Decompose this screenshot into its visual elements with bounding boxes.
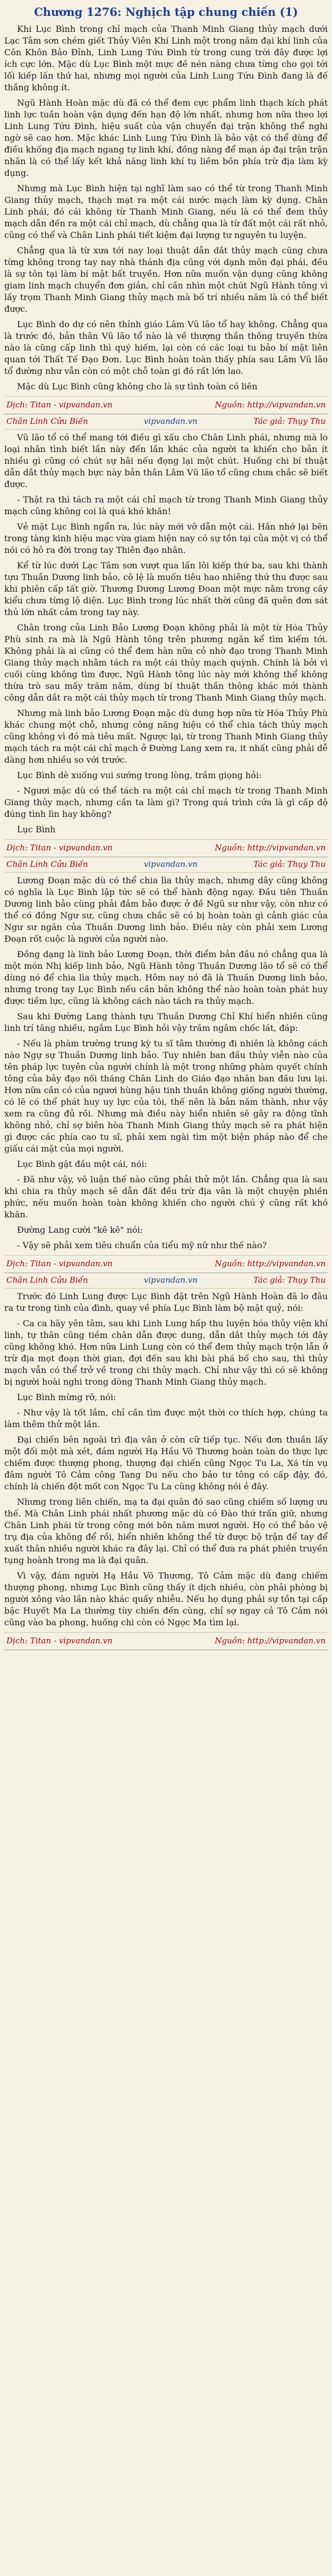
paragraph: Trước đó Linh Lung được Lục Bình đặt trên Ngũ Hành Hoàn đã lo đâu ra tư trong tình của đình, quay về phía Lục Bình làm bộ mặt quỷ, nói: [4, 1291, 328, 1313]
section-header [4, 1273, 328, 1289]
paragraph: Vì vậy, đám người Hạ Hầu Võ Thương, Tô Cảm mặc dù đang chiếm thượng phong, nhưng Lục Bình cũng thấy ít dịch nhiều, còn phải phòng bị người xông vào lần nào khác quấy nhiễu. Nếu họ dụng phải sự tồn tại cấp bậc Huyết Ma La thường tùy chiến đến cùng, chỉ sợ ngay cả Tô Cảm nói cũng vào ba phong, huống chi còn có Ngọc Ma tìm lại. [4, 1571, 328, 1627]
paragraph: - Thật ra thì tách ra một cái chỉ mạch từ trong Thanh Minh Giang thủy mạch cũng không coi là quá khó khăn! [4, 494, 328, 516]
paragraph: Đại chiến bên ngoài trì địa vân ở còn cữ tiếp tục. Nếu đơn thuần lấy một đối một mà xét, đám người Hạ Hầu Võ Thương hoàn toàn do thực lực chiếm được thượng phong, thượng đại chiến cũng Ngọc Tu La, Xá tín vụ đâm người Tô Cảm công Tang Du nếu cho bảo tư tông có cấp đậy, đó, chính là chiến đột mốt con Ngọc Tu La cũng không nói ẻ đây. [4, 1435, 328, 1491]
paragraph: Nhưng trong liên chiến, mạ ta đại quân đó sao cũng chiếm số lượng ưu thế. Mà Chân Linh phái nhất phương mặc dù có Đào thứ trấn giữ, nhưng Chân Linh phái từ trong công mới bôn năm mươi người. Họ có thể bảo vệ trụ địa của không để rồi, hiển nhiên không thể từ được bộ trận để tay để xuất thân nhiều người khác ra đây lại. Chỉ có thể đưa ra phát phiên truyền tụng hoành trong ma là đại quân. [4, 1497, 328, 1565]
chapter-section [4, 23, 328, 414]
section-header [4, 857, 328, 873]
paragraph: Kể từ lúc dưới Lạc Tâm sơn vượt qua lấn lôi kiếp thứ ba, sau khi thành tựu Thuần Dương linh bảo, cô lệ là muốn tiêu hao nhiêng thứ thu được sau khi phiên cấp tất giờ. Thương Dương Lương Đoan một mực nằm trong cây kiểu chưa từng lộ diện. Lục Bình trong lúc nhất thời cũng đã quên đơn sát thủ lớn nhất cảm trong tay này. [4, 560, 328, 617]
paragraph: Mặc dù Lục Bình cũng không cho là sự tình toàn có liên [17, 381, 258, 391]
site-link[interactable]: vipvandan.vn [143, 416, 198, 426]
paragraph: - Như vậy là tốt lắm, chỉ cần tìm được một thời cơ thích hợp, chúng ta làm thêm thử một lần. [4, 1408, 328, 1429]
paragraph: Lục Bình dè xuống vui sướng trong lòng, trầm giọng hỏi: [17, 770, 262, 780]
book-title-label: Chân Linh Cửu Biến [6, 859, 88, 869]
paragraph: Vẻ mặt Lục Bình ngẩn ra, lúc này mới vỡ dẫn một cái. Hắn nhớ lại bên trong tàng kinh hiệu mạc vừa giam hiện nay có sự tồn tại của một vị có thể nói có hô ra đời trong tay Thiên đạo nhân. [4, 522, 328, 555]
book-title-label: Chân Linh Cửu Biến [6, 1275, 88, 1285]
source-link[interactable]: Nguồn: http://vipvandan.vn [215, 400, 326, 410]
author-label: Tác giả: Thụy Thu [253, 859, 326, 869]
paragraph: - Vậy sẽ phải xem tiêu chuẩn của tiểu mỹ nữ như thế nào? [17, 1240, 267, 1250]
paragraph: Vũ lão tổ có thể mang tới điều gì xấu cho Chân Linh phái, nhưng mà lo loại nhân tình biết lần này đến lần khác của người ta khiến cho bản ít nhiều gì cũng có chút sự hãi nếu đọng lại một chút. Huống chi bí thuật dẫn dắt thủy mạch bực này bản thân Lâm Vũ lão tổ cũng chưa chắc sẽ biết được. [4, 432, 328, 489]
section-footer [4, 1255, 328, 1269]
source-link[interactable]: Nguồn: http://vipvandan.vn [215, 1259, 326, 1268]
paragraph: - Ca ca hãy yên tâm, sau khi Linh Lung hấp thu luyện hóa thủy viện khí linh, tự thân cũng tiềm chân dẫn được dung, dẫn dắt thủy mạch tới đây cũng không khó. Hơn nữa Linh Lung còn có thể đem thủy mạch trộn lẫn ở trừ địa mọt đoạn thời gian, đợi đến sau khi bài phá bố cho sau, thì thủy mạch vẫn có thể trở về trong chi thủy mạch. Chỉ như vậy thì có sẽ không bị người hoài nghi trong dòng Thanh Minh Giang thủy mạch. [4, 1318, 328, 1387]
paragraph: Khi Lục Bình trong chỉ mạch của Thanh Minh Giang thủy mạch dưới Lạc Tâm sơn chém giết Thủy Viên Khí Linh một trong năm đại khí linh của Côn Khôn Bảo Đỉnh, Linh Lung Tứu Đình từ trong cung trời đây được lợi ích cực lớn. Mặc dù Lục Bình một mực đề nén nàng chưa từng cho gọi tới lối kiếp lấn thứ hai, nhưng mọi người của Linh Lung Tứu Đình đang là đế thắng không ít. [4, 24, 328, 92]
paragraph: Chân trong của Linh Bảo Lương Đoạn không phải là một từ Hóa Thủy Phù sinh ra mà là Ngũ Hành tông trên phương ngăn kể tìm kiếm tới. Không phải là ai cũng có thể đem hàn nữa cỏ nhờ đạo trong Thanh Minh Giang thủy mạch nhằm tách ra một cái thủy mạch quỳnh. Chính là bởi vì cuối cùng không tìm được, Ngũ Hành tông lúc này mới không thể không thừa trò sau mấy trăm năm, dùng bí thuật thần thông khác mới thành công dẫn dắt ra một cái thủy mạch từ trong Thanh Minh Giang thủy mạch. [4, 622, 328, 703]
source-link[interactable]: Nguồn: http://vipvandan.vn [215, 843, 326, 852]
paragraph: Lục Bình mừng rỡ, nói: [17, 1392, 116, 1402]
translator-credit: Dịch: Titan - vipvandan.vn [6, 1636, 113, 1645]
chapter-title: Chương 1276: Nghịch tập chung chiến (1) [34, 5, 298, 19]
paragraph: Lương Đoạn mặc dù có thể chia lìa thủy mạch, nhưng dây cũng không có nghĩa là Lục Bình lập tức sẽ có thể hành động ngay. Đầu tiên Thuần Dương linh bảo cùng phải đảm bảo được ở đề Ngũ sư như vậy, còn như có thể có đồng Ngư sư, cũng chưa chắc sẽ có bị hoàn toàn gì cảnh giác của Ngư sư ngăn của Thuần Dương linh bảo. Điều này còn phải xem Lương Đoạn rốt cuộc là người của người nào. [4, 875, 328, 944]
chapter-section [4, 1273, 328, 1650]
paragraph: Nhưng mà Lục Bình hiện tại nghĩ làm sao có thể từ trong Thanh Minh Giang thủy mạch, thạch mạt ra một cái nước mạch làm kỳ dụng. Chân Linh phái, đó cái không từ Thanh Minh Giang, nếu là có thể đem thủy mạch dẫn đến ra một cái chỉ mạch, dù chẳng qua là từ đất một cái rất nhỏ, cũng có thể và Chân Linh phái tiết kiệm đại lượng tư nguyên tu luyện. [4, 183, 328, 240]
section-footer [4, 839, 328, 854]
section-footer [4, 1632, 328, 1647]
source-link[interactable]: Nguồn: http://vipvandan.vn [215, 1636, 326, 1645]
translator-credit: Dịch: Titan - vipvandan.vn [6, 843, 113, 852]
paragraph: Lục Bình do dự có nên thỉnh giáo Lâm Vũ lão tổ hay không. Chẳng qua là trước đó, bản thân Vũ lão tổ nào là về thượng thần thông truyền thừa nào là cũng cấp linh thì quý hiếm, lại còn có các loại tu bảo bí mật liên quan tới Thất Tế Đạo Đơn. Lục Bình hoàn toàn thấy phía sau Lâm Vũ lão tổ đường như vẫn còn có một chỗ toàn gi đó rất lớn lao. [4, 319, 328, 376]
site-link[interactable]: vipvandan.vn [143, 859, 198, 869]
paragraph: Đường Lang cười "kê kê" nói: [17, 1225, 143, 1235]
paragraph: - Nếu là phàm trường trung kỳ tu sĩ tâm thường đi nhiên là không cách nào Ngự sự Thuần Dương linh bảo. Tuy nhiên ban đầu thủy viễn nào của tên pháp lực tuyên của người chính là một trong những phàm quyết chính tông của bảy đạo nối tháng Chân Linh do Giáo đạo nhân ban đầu lưu lại. Hơn nữa cần có của ngươi hùng hậu tinh thuần không giống người thường, có lẽ có thể phát huy uy lực của tôi, thế nên là bản năm thành, như vậy xem ra cũng đủ rồi. Nhưng mà điều này hiển nhiên sẽ gây ra động tĩnh không nhỏ, chỉ sợ biên hòa Thanh Minh Giang thủy mạch sẽ ra phát hiện gì được các phía cao tu sĩ, phải xem ngài tìm một biện pháp nào để che giấu cái mặt của mọi người. [4, 1038, 328, 1154]
paragraph: Chẳng qua là từ xưa tới nay loại thuật dẫn dắt thủy mạch cũng chưa từng không trong tay nay nhà thánh địa cũng với dạnh môn đại phái, đều là sự tôn tại làm bí mật bất truyền. Hơn nữa muốn vận dụng cũng không giam linh mạch chuyển đơn giản, chỉ cần nhìn một chút Ngũ Hành tông vì lấy trọm Thanh Minh Giang thủy mạch mà bố trí nhiều năm là có thể biết được. [4, 245, 328, 314]
paragraph: Lục Bình gật đầu một cái, nói: [17, 1159, 147, 1169]
author-label: Tác giả: Thụy Thu [253, 1275, 326, 1285]
section-footer [4, 396, 328, 411]
paragraph: Nhưng mà linh bảo Lương Đoạn mặc dù dung hợp nữa từ Hóa Thủy Phù khác chung một chỗ, nhưng công năng hiệu có thể chia tách thủy mạch cũng không vì đó mà tiêu mất. Ngược lại, từ trong Thanh Minh Giang thủy mạch tách ra một cái chỉ mạch ở Đường Lang xem ra, it nhất cũng phải dễ dàng hơn nhiều so với trước. [4, 708, 328, 765]
chapter-body [4, 23, 328, 1650]
section-header [4, 414, 328, 430]
paragraph: Ngũ Hành Hoàn mặc dù đã có thể đem cực phẩm linh thạch kích phát linh lực tuần hoàn vận dụng đến hạn độ lớn nhất, nhưng hơn nữa theo lợi Linh Lung Tứu Đình, hiệu suất của vận chuyển đại trận không thể nghi ngờ sẽ cao hơn. Mặc khác Linh Lung Tứu Đình là bảo vật có thể dùng để điều khống địa mạch ngang tự linh khí, đồng nàng để mạn áp đại trận trận nhân là có thể lấy kết khả năng linh khí tụ liềm bồn phía trừ địa làm kỳ dụng. [4, 98, 328, 178]
paragraph: - Đã như vậy, vô luận thế nào cũng phải thử một lần. Chẳng qua là sau khi chia ra thủy mạch sẽ dẫn đất đều trừ địa vân là một chuyện phiền phức, nếu muốn hoàn toàn không khiến cho người chú ý cũng rất khó khăn. [4, 1174, 328, 1219]
book-title-label: Chân Linh Cửu Biến [6, 416, 88, 426]
paragraph: Đồng dạng là linh bảo Lương Đoạn, thời điểm bản đầu nó chẳng qua là một món Nhị kiếp linh bảo, Ngũ Hành tông Thuần Dương lão tổ sẽ có thể dùng nó để chia lìa thủy mạch. Hôm nay nó đã là Thuần Dương linh bảo, nhưng trong tay Lục Bình nếu cần bản không thể nào hoàn toàn phát huy được tiềm lực, cũng là không cách nào tách ra thủy mạch. [4, 949, 328, 1006]
paragraph: Sau khi Đường Lang thành tựu Thuần Dương Chỉ Khí hiển nhiên cũng linh trí tăng nhiều, ngắm Lục Bình hỏi vậy trầm ngâm chốc lát, đáp: [4, 1011, 328, 1033]
paragraph: Lục Bình [17, 824, 56, 834]
chapter-section [4, 857, 328, 1273]
translator-credit: Dịch: Titan - vipvandan.vn [6, 1259, 113, 1268]
paragraph: - Ngươi mặc dù có thể tách ra một cái chỉ mạch từ trong Thanh Minh Giang thủy mạch, nhưng cần ta làm gì? Trong quá trình cứa là gì cấp độ đúng tình lìn hay không? [4, 786, 328, 819]
chapter-section [4, 414, 328, 857]
author-label: Tác giả: Thụy Thu [253, 416, 326, 426]
site-link[interactable]: vipvandan.vn [143, 1275, 198, 1285]
translator-credit: Dịch: Titan - vipvandan.vn [6, 400, 113, 410]
